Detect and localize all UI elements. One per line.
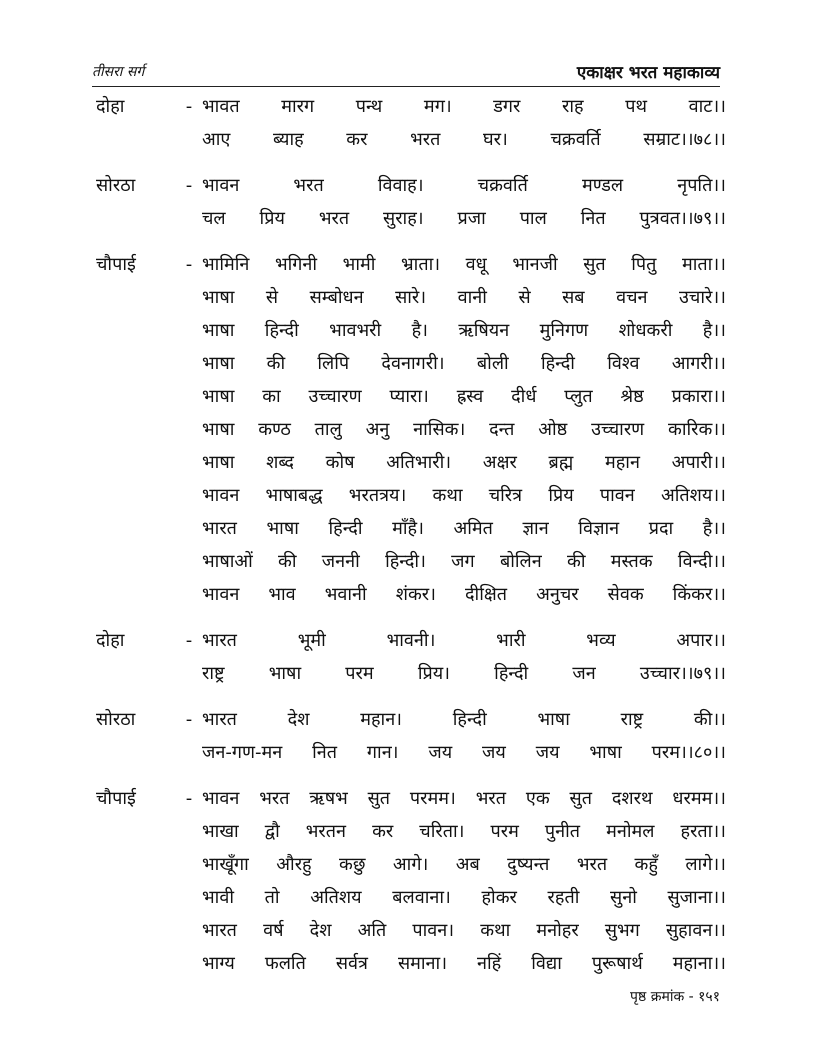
verse-line: आए ब्याह कर भरत घर। चक्रवर्ति सम्राट।।७८।। [202,129,726,150]
verse-lines [202,90,726,156]
verse-line: भावन भाषाबद्ध भरतत्रय। कथा चरित्र प्रिय पावन अतिशय।। [202,485,726,506]
verse-line: भाषाओं की जननी हिन्दी। जग बोलिन की मस्तक विन्दी।। [202,551,726,572]
verse-line: भाषा हिन्दी भावभरी है। ऋषियन मुनिगण शोधकरी है।। [202,320,726,341]
verse-line: भामिनि भगिनी भामी भ्राता। वधू भानजी सुत पितु माता।। [202,254,726,275]
stanza-dash: - [185,175,193,196]
stanza [96,90,726,156]
verse-lines [202,169,726,235]
verse-line: भावन भाव भवानी शंकर। दीक्षित अनुचर सेवक किंकर।। [202,584,726,605]
verse-line: भाषा शब्द कोष अतिभारी। अक्षर ब्रह्म महान अपारी।। [202,452,726,473]
verse-line: भारत भाषा हिन्दी माँहै। अमित ज्ञान विज्ञान प्रदा है।। [202,518,726,539]
header-rule [92,86,720,87]
stanza-dash: - [185,96,193,117]
book-title: एकाक्षर भरत महाकाव्य [576,63,720,83]
verse-lines [202,703,726,769]
verse-line: भाखूँगा औरहु कछु आगे। अब दुष्यन्त भरत कहुँ लागे।। [202,854,726,875]
verse-line: भाषा का उच्चारण प्यारा। ह्रस्व दीर्ध प्लुत श्रेष्ठ प्रकारा।। [202,386,726,407]
stanza-type-label: दोहा [96,630,125,651]
page-number: पृष्ठ क्रमांक - १५१ [630,989,720,1005]
stanza [96,624,726,690]
stanza-dash: - [185,630,193,651]
verse-line: चल प्रिय भरत सुराह। प्रजा पाल नित पुत्रवत।।७९।। [202,208,726,229]
verse-line: भारत वर्ष देश अति पावन। कथा मनोहर सुभग सुहावन।। [202,920,726,941]
verse-line: भावी तो अतिशय बलवाना। होकर रहती सुनो सुजाना।। [202,887,726,908]
stanza-dash: - [185,788,193,809]
stanza-type-label: चौपाई [96,788,136,809]
stanza-type-label: सोरठा [96,175,136,196]
verse-line: भावन भरत ऋषभ सुत परमम। भरत एक सुत दशरथ धरमम।। [202,788,726,809]
verse-line: भाखा द्वौ भरतन कर चरिता। परम पुनीत मनोमल हरता।। [202,821,726,842]
stanza-type-label: सोरठा [96,709,136,730]
verse-body [96,90,726,993]
stanza-type-label: चौपाई [96,254,136,275]
verse-line: भाषा से सम्बोधन सारे। वानी से सब वचन उचारे।। [202,287,726,308]
verse-line: भाषा कण्ठ तालु अनु नासिक। दन्त ओष्ठ उच्चारण कारिक।। [202,419,726,440]
verse-lines [202,248,726,611]
verse-line: भाग्य फलति सर्वत्र समाना। नहिं विद्या पुरूषार्थ महाना।। [202,953,726,974]
verse-lines [202,782,726,980]
stanza [96,169,726,235]
verse-line: भाषा की लिपि देवनागरी। बोली हिन्दी विश्व आगरी।। [202,353,726,374]
stanza-dash: - [185,709,193,730]
verse-line: भारत भूमी भावनी। भारी भव्य अपार।। [202,630,726,651]
stanza [96,248,726,611]
verse-line: भावत मारग पन्थ मग। डगर राह पथ वाट।। [202,96,726,117]
stanza-type-label: दोहा [96,96,125,117]
stanza [96,703,726,769]
verse-line: भावन भरत विवाह। चक्रवर्ति मण्डल नृपति।। [202,175,726,196]
stanza [96,782,726,980]
verse-line: भारत देश महान। हिन्दी भाषा राष्ट्र की।। [202,709,726,730]
verse-line: जन-गण-मन नित गान। जय जय जय भाषा परम।।८०।। [202,742,726,763]
verse-line: राष्ट्र भाषा परम प्रिय। हिन्दी जन उच्चार।।७९।। [202,663,726,684]
verse-lines [202,624,726,690]
stanza-dash: - [185,254,193,275]
chapter-title: तीसरा सर्ग [92,64,145,80]
